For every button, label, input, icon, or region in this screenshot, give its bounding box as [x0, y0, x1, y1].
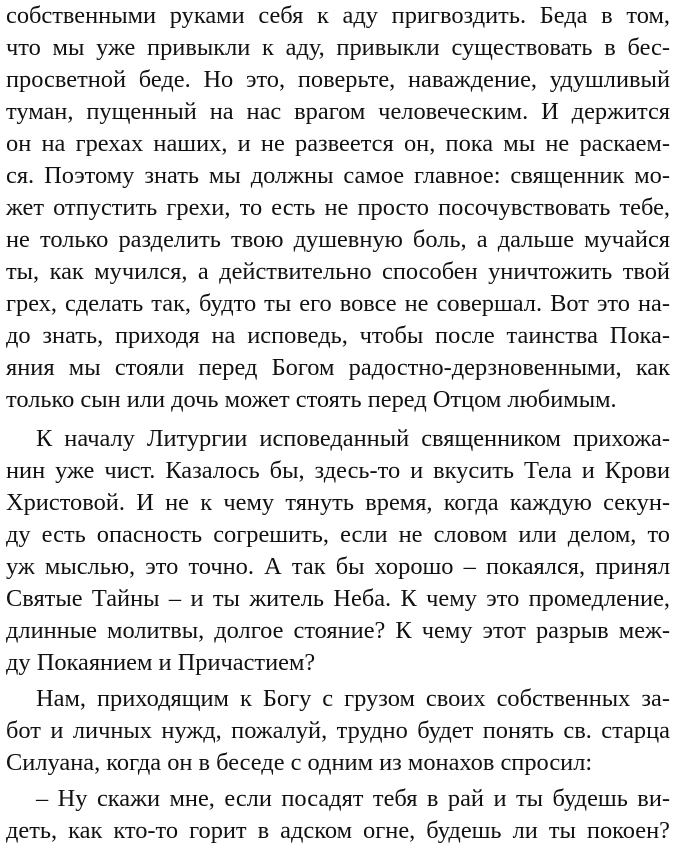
text-line: нин уже чист. Казалось бы, здесь-то и вкусить Тела и Крови [6, 457, 670, 484]
text-line: он на грехах наших, и не развеется он, пока мы не раскаем- [6, 130, 670, 157]
text-line: Нам, приходящим к Богу с грузом своих собственных за- [36, 685, 670, 712]
text-line: Силуана, когда он в беседе с одним из монахов спросил: [6, 749, 593, 776]
text-line: длинные молитвы, долгое стояние? К чему этот разрыв меж- [6, 617, 670, 644]
text-line: – Ну скажи мне, если посадят тебя в рай и ты будешь ви- [36, 785, 670, 812]
text-line: туман, пущенный на нас врагом человеческим. И держится [6, 98, 670, 125]
text-line: до знать, приходя на исповедь, чтобы после таинства Пока- [6, 322, 670, 349]
text-line: яния мы стояли перед Богом радостно-дерзновенными, как [6, 354, 670, 381]
text-line: К началу Литургии исповеданный священником прихожа- [36, 425, 670, 452]
text-line: не только разделить твою душевную боль, а дальше мучайся [6, 226, 670, 253]
text-line: Христовой. И не к чему тянуть время, когда каждую секун- [6, 489, 670, 516]
text-line: просветной беде. Но это, поверьте, наваждение, удушливый [6, 66, 670, 93]
text-line: ду есть опасность согрешить, если не словом или делом, то [6, 521, 670, 548]
text-line: Святые Тайны – и ты житель Неба. К чему это промедление, [6, 585, 670, 612]
text-line: уж мыслью, это точно. А так бы хорошо – покаялся, принял [6, 553, 670, 580]
text-line: что мы уже привыкли к аду, привыкли существовать в бес- [6, 34, 670, 61]
text-line: жет отпустить грехи, то есть не просто посочувствовать тебе, [6, 194, 670, 221]
text-line: только сын или дочь может стоять перед Отцом любимым. [6, 386, 617, 413]
text-line: деть, как кто-то горит в адском огне, будешь ли ты покоен? [6, 817, 670, 844]
text-line: ты, как мучился, а действительно способен уничтожить твой [6, 258, 670, 285]
text-line: собственными руками себя к аду пригвоздить. Беда в том, [6, 2, 670, 29]
text-line: ду Покаянием и Причастием? [6, 649, 316, 676]
text-line: бот и личных нужд, пожалуй, трудно будет понять св. старца [6, 717, 670, 744]
text-line: грех, сделать так, будто ты его вовсе не совершал. Вот это на- [6, 290, 670, 317]
text-line: ся. Поэтому знать мы должны самое главное: священник мо- [6, 162, 670, 189]
